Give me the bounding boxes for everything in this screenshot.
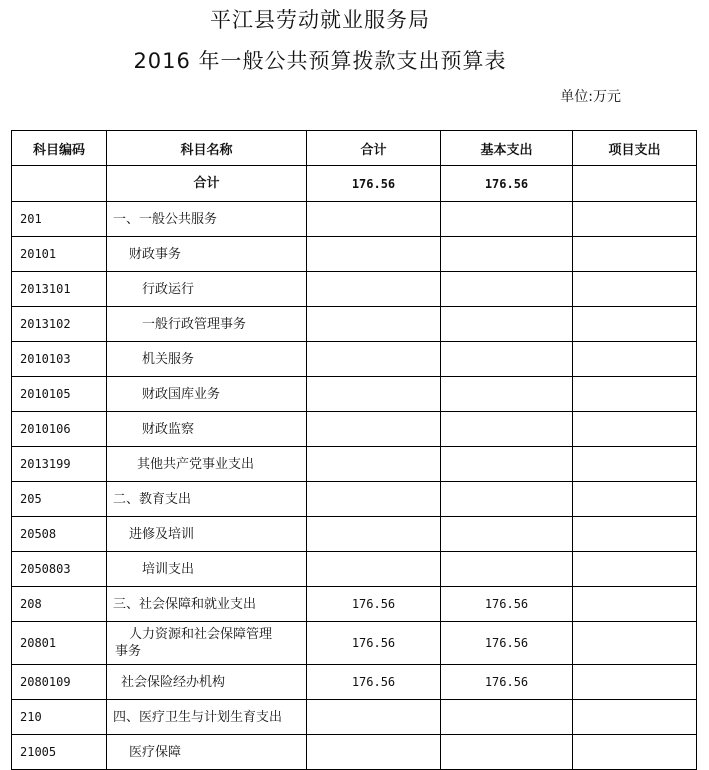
cell-project (573, 377, 697, 412)
table-row (12, 622, 697, 665)
column-header-basic: 基本支出 (441, 131, 573, 166)
cell-total: 176.56 (307, 166, 441, 202)
column-header-name: 科目名称 (107, 131, 307, 166)
table-row (12, 552, 697, 587)
cell-code: 210 (12, 700, 107, 735)
cell-basic (441, 735, 573, 770)
cell-code (12, 166, 107, 202)
cell-name: 一般行政管理事务 (107, 307, 307, 342)
cell-code: 2050803 (12, 552, 107, 587)
cell-basic (441, 700, 573, 735)
cell-total (307, 342, 441, 377)
cell-total (307, 700, 441, 735)
column-header-total: 合计 (307, 131, 441, 166)
cell-name-line1: 人力资源和社会保障管理 (129, 627, 273, 642)
cell-project (573, 665, 697, 700)
cell-total (307, 237, 441, 272)
cell-basic (441, 272, 573, 307)
cell-code: 2080109 (12, 665, 107, 700)
page-subtitle: 2016 年一般公共预算拨款支出预算表 (133, 49, 507, 73)
cell-basic (441, 447, 573, 482)
cell-code: 20801 (12, 622, 107, 665)
table-row (12, 342, 697, 377)
cell-name: 进修及培训 (107, 517, 307, 552)
cell-basic: 176.56 (441, 166, 573, 202)
cell-project (573, 700, 697, 735)
cell-project (573, 412, 697, 447)
cell-total (307, 552, 441, 587)
cell-name: 三、社会保障和就业支出 (107, 587, 307, 622)
cell-basic: 176.56 (441, 587, 573, 622)
cell-total: 176.56 (307, 587, 441, 622)
cell-total (307, 307, 441, 342)
cell-code: 205 (12, 482, 107, 517)
cell-basic (441, 377, 573, 412)
table-total-row (12, 166, 697, 202)
table-row (12, 587, 697, 622)
cell-basic (441, 237, 573, 272)
cell-basic: 176.56 (441, 665, 573, 700)
page-title: 平江县劳动就业服务局 (210, 8, 430, 32)
table-row (12, 665, 697, 700)
cell-total: 176.56 (307, 622, 441, 665)
cell-name: 社会保险经办机构 (107, 665, 307, 700)
cell-name (107, 622, 307, 665)
cell-name: 财政监察 (107, 412, 307, 447)
unit-label: 单位:万元 (560, 89, 621, 105)
cell-total (307, 412, 441, 447)
cell-basic (441, 412, 573, 447)
cell-project (573, 517, 697, 552)
table-row (12, 272, 697, 307)
cell-project (573, 735, 697, 770)
table-row (12, 412, 697, 447)
cell-project (573, 202, 697, 237)
cell-name: 培训支出 (107, 552, 307, 587)
cell-project (573, 272, 697, 307)
cell-basic (441, 342, 573, 377)
cell-name: 财政事务 (107, 237, 307, 272)
cell-name: 一、一般公共服务 (107, 202, 307, 237)
cell-name: 合计 (107, 166, 307, 202)
cell-name: 财政国库业务 (107, 377, 307, 412)
cell-name: 机关服务 (107, 342, 307, 377)
cell-project (573, 447, 697, 482)
cell-name: 四、医疗卫生与计划生育支出 (107, 700, 307, 735)
table-row (12, 377, 697, 412)
cell-name: 医疗保障 (107, 735, 307, 770)
column-header-code: 科目编码 (12, 131, 107, 166)
cell-basic: 176.56 (441, 622, 573, 665)
cell-total (307, 377, 441, 412)
table-row (12, 482, 697, 517)
cell-total (307, 272, 441, 307)
cell-total (307, 735, 441, 770)
cell-total (307, 202, 441, 237)
cell-code: 2010103 (12, 342, 107, 377)
table-row (12, 517, 697, 552)
cell-name-line2: 事务 (115, 644, 142, 659)
table-header-row (12, 131, 697, 166)
cell-name: 二、教育支出 (107, 482, 307, 517)
cell-basic (441, 202, 573, 237)
cell-total (307, 482, 441, 517)
cell-code: 208 (12, 587, 107, 622)
cell-project (573, 166, 697, 202)
table-row (12, 307, 697, 342)
cell-project (573, 482, 697, 517)
cell-basic (441, 552, 573, 587)
cell-code: 201 (12, 202, 107, 237)
cell-basic (441, 482, 573, 517)
table-row (12, 700, 697, 735)
cell-project (573, 307, 697, 342)
cell-code: 2010106 (12, 412, 107, 447)
budget-table (11, 130, 697, 770)
cell-total (307, 447, 441, 482)
table-row (12, 447, 697, 482)
cell-name: 行政运行 (107, 272, 307, 307)
cell-code: 2013101 (12, 272, 107, 307)
cell-project (573, 552, 697, 587)
cell-code: 2013102 (12, 307, 107, 342)
table-row (12, 237, 697, 272)
cell-code: 20101 (12, 237, 107, 272)
cell-code: 2010105 (12, 377, 107, 412)
cell-name: 其他共产党事业支出 (107, 447, 307, 482)
cell-basic (441, 517, 573, 552)
column-header-project: 项目支出 (573, 131, 697, 166)
table-row (12, 735, 697, 770)
cell-project (573, 587, 697, 622)
cell-code: 2013199 (12, 447, 107, 482)
table-row (12, 202, 697, 237)
cell-total: 176.56 (307, 665, 441, 700)
cell-project (573, 237, 697, 272)
cell-project (573, 342, 697, 377)
cell-code: 21005 (12, 735, 107, 770)
cell-basic (441, 307, 573, 342)
cell-code: 20508 (12, 517, 107, 552)
cell-project (573, 622, 697, 665)
cell-total (307, 517, 441, 552)
